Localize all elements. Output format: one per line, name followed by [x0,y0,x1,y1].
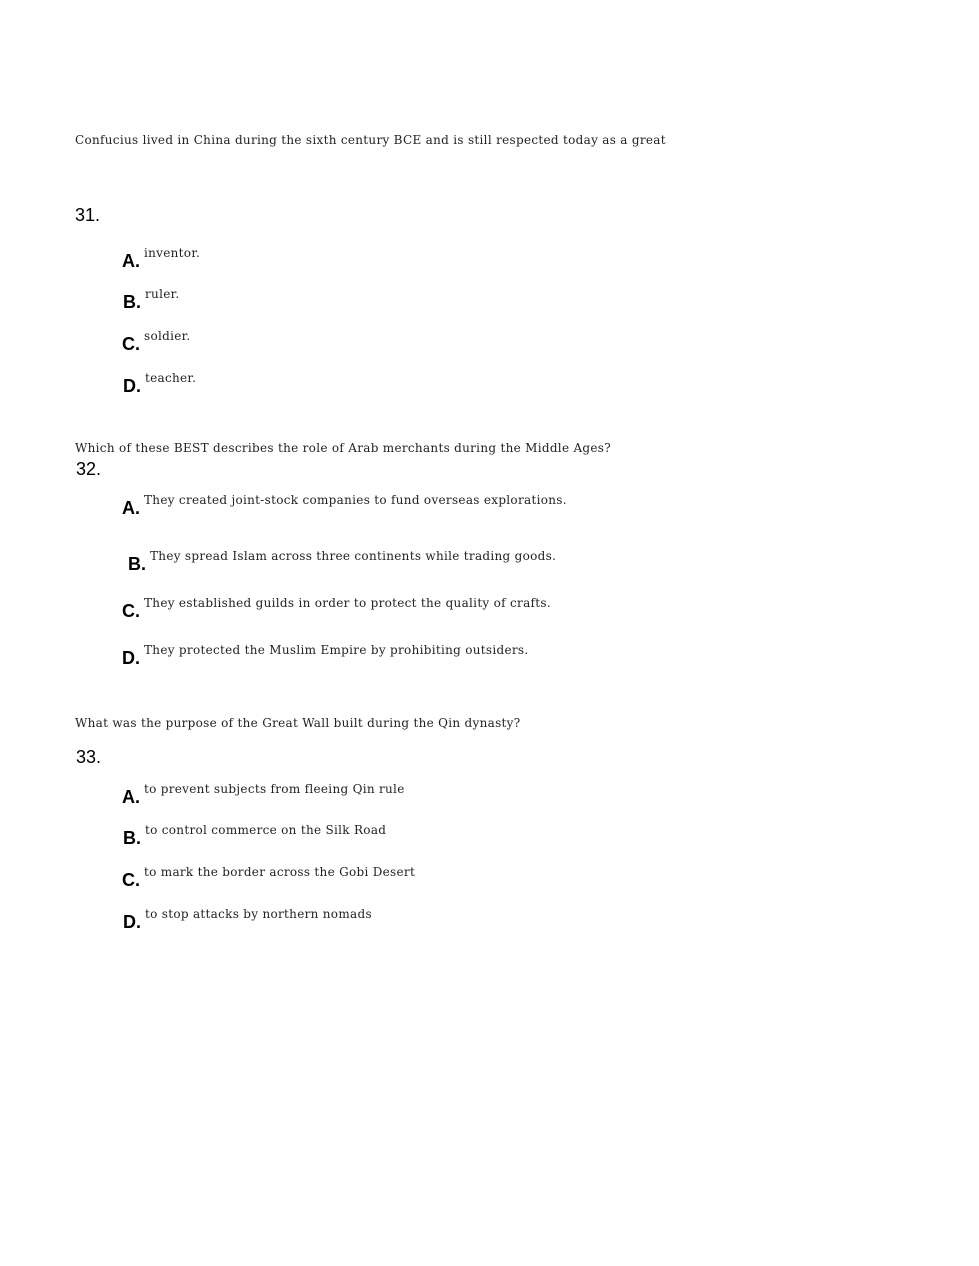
option-text: soldier. [144,329,191,343]
question-33-option-c[interactable] [122,865,415,889]
option-text: They protected the Muslim Empire by prohibiting outsiders. [144,643,529,657]
option-text: ruler. [145,287,180,301]
question-31-option-c[interactable] [122,329,190,353]
option-letter: A. [122,787,140,807]
option-text: They spread Islam across three continents while trading goods. [150,549,557,563]
option-letter: B. [128,554,146,574]
option-letter: A. [122,251,140,271]
option-text: teacher. [145,371,197,385]
option-letter: C. [122,334,140,354]
option-letter: B. [123,828,141,848]
option-letter: B. [123,292,141,312]
question-31-option-a[interactable] [122,246,200,270]
question-31-option-b[interactable] [123,287,179,311]
option-text: to mark the border across the Gobi Desert [144,865,416,879]
question-31-stem: Confucius lived in China during the sixth century BCE and is still respected today as a great [75,133,666,147]
option-text: to prevent subjects from fleeing Qin rule [144,782,405,796]
question-31-number: 31. [75,205,101,225]
option-text: inventor. [144,246,201,260]
option-letter: D. [122,648,140,668]
question-32-stem: Which of these BEST describes the role of Arab merchants during the Middle Ages? [75,441,611,455]
option-letter: A. [122,498,140,518]
question-33-option-a[interactable] [122,782,405,806]
question-33-option-d[interactable] [123,907,372,931]
question-33-stem: What was the purpose of the Great Wall built during the Qin dynasty? [75,716,521,730]
option-letter: D. [123,912,141,932]
question-32-option-c[interactable] [122,596,551,620]
question-32-option-b[interactable] [128,549,556,573]
option-text: to stop attacks by northern nomads [145,907,372,921]
question-32-option-d[interactable] [122,643,529,667]
question-33-option-b[interactable] [123,823,386,847]
option-letter: C. [122,601,140,621]
option-letter: D. [123,376,141,396]
option-text: They created joint-stock companies to fund overseas explorations. [144,493,567,507]
option-text: to control commerce on the Silk Road [145,823,387,837]
question-32-number: 32. [76,459,102,479]
question-32-option-a[interactable] [122,493,567,517]
option-text: They established guilds in order to protect the quality of crafts. [144,596,551,610]
question-33-number: 33. [76,747,102,767]
question-31-option-d[interactable] [123,371,196,395]
option-letter: C. [122,870,140,890]
